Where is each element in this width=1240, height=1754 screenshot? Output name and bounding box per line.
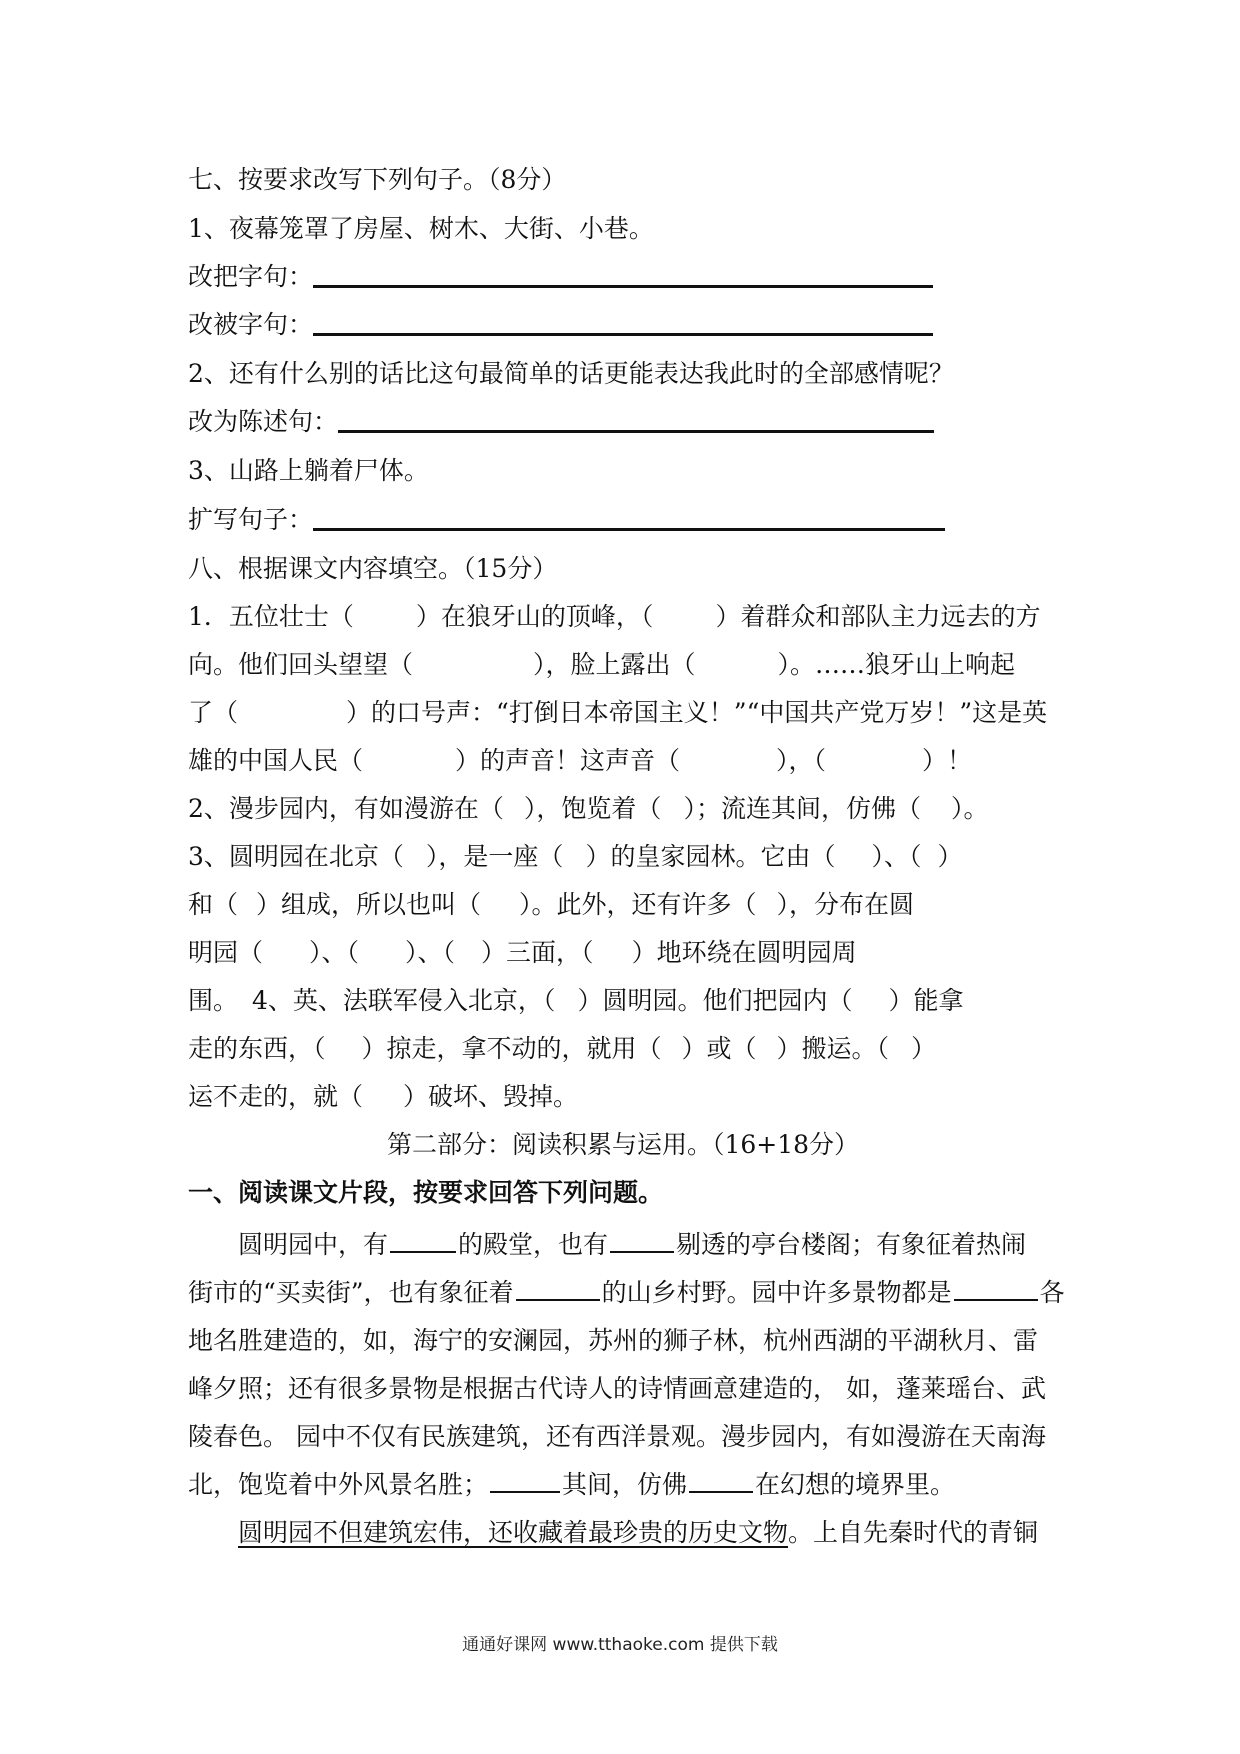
section8-p3-line5 — [188, 1032, 1058, 1066]
section8-p2 — [188, 792, 1058, 826]
text-segment: ）的口号声：“打倒日本帝国主义！”“中国共产党万岁！”这是英 — [346, 698, 1048, 727]
text-segment: ），（ — [776, 746, 827, 775]
bei-label: 改被字句： — [188, 310, 314, 339]
section8-p1-line2 — [188, 648, 1058, 682]
underlined-sentence: 圆明园不但建筑宏伟，还收藏着最珍贵的历史文物 — [238, 1518, 789, 1547]
section8-p3-line3 — [188, 936, 1058, 970]
section8-p1-line1 — [188, 600, 1058, 634]
text-segment: ）的皇家园林。它由（ — [585, 842, 836, 871]
text-segment: ）。此外，还有许多（ — [519, 890, 757, 919]
text-segment: ）。 — [950, 794, 989, 823]
text-segment: ）的声音！这声音（ — [455, 746, 681, 775]
blank-slot[interactable] — [490, 1471, 560, 1493]
section8-p3-line4 — [188, 984, 1058, 1018]
kuoxie-answer-line[interactable] — [313, 512, 945, 531]
text-segment: ）圆明园。他们把园内（ — [577, 986, 853, 1015]
text-segment: 街市的“买卖街”，也有象征着 — [188, 1278, 514, 1307]
text-segment: 了（ — [188, 698, 239, 727]
reading-line2 — [188, 1276, 1065, 1310]
blank-slot[interactable] — [516, 1279, 600, 1301]
text-segment: 各 — [1039, 1278, 1065, 1307]
text-segment: 在幻想的境界里。 — [755, 1470, 956, 1499]
text-segment: ）、（ — [405, 938, 456, 967]
text-segment: 向。他们回头望望（ — [188, 650, 414, 679]
text-segment: ），饱览着（ — [523, 794, 662, 823]
text-segment: ）掠走，拿不动的，就用（ — [361, 1034, 662, 1063]
blank-slot[interactable] — [610, 1231, 674, 1253]
bei-answer-line[interactable] — [313, 317, 933, 336]
section8-p3-line2 — [188, 888, 1058, 922]
section8-p3-line6 — [188, 1080, 1058, 1114]
text-segment: 1．五位壮士（ — [188, 602, 354, 631]
text-segment: ）；流连其间，仿佛（ — [683, 794, 921, 823]
text-segment: ）能拿 — [888, 986, 964, 1015]
reading-line4: 峰夕照；还有很多景物是根据古代诗人的诗情画意建造的， 如，蓬莱瑶台、武 — [188, 1374, 1046, 1403]
chenshu-answer-line[interactable] — [338, 414, 934, 433]
text-segment: ）地环绕在圆明园周 — [631, 938, 857, 967]
text-segment: 3、圆明园在北京（ — [188, 842, 404, 871]
text-segment: ） — [937, 842, 963, 871]
section7-q3: 3、山路上躺着尸体。 — [188, 456, 429, 485]
text-segment: 的殿堂，也有 — [458, 1230, 609, 1259]
text-segment: 雄的中国人民（ — [188, 746, 364, 775]
ba-answer-line[interactable] — [313, 269, 933, 288]
text-segment: 。上自先秦时代的青铜 — [788, 1518, 1039, 1547]
section7-bei-row — [188, 308, 1058, 342]
section7-q2: 2、还有什么别的话比这句最简单的话更能表达我此时的全部感情呢？ — [188, 359, 954, 388]
part2-title: 第二部分：阅读积累与运用。（16+18分） — [386, 1130, 860, 1159]
text-segment: ），脸上露出（ — [533, 650, 696, 679]
text-segment: ）搬运。（ — [776, 1034, 890, 1063]
text-segment: 北，饱览着中外风景名胜； — [188, 1470, 489, 1499]
text-segment: ）、（ — [309, 938, 360, 967]
text-segment: 圆明园中，有 — [238, 1230, 389, 1259]
text-segment: ）破坏、毁掉。 — [403, 1082, 579, 1111]
part2-q1-title: 一、阅读课文片段，按要求回答下列问题。 — [188, 1178, 664, 1207]
text-segment: 围。 — [188, 986, 239, 1015]
text-segment: ），分布在圆 — [776, 890, 915, 919]
section7-q1: 1、夜幕笼罩了房屋、树木、大街、小巷。 — [188, 214, 654, 243]
blank-slot[interactable] — [390, 1231, 456, 1253]
text-segment: 4、英、法联军侵入北京，（ — [252, 986, 556, 1015]
text-segment: 明园（ — [188, 938, 264, 967]
text-segment: 走的东西，（ — [188, 1034, 326, 1063]
text-segment: ）！ — [922, 746, 973, 775]
text-segment: ）着群众和部队主力远去的方 — [715, 602, 1041, 631]
text-segment: ）组成，所以也叫（ — [256, 890, 482, 919]
footer-credit: 通通好课网 www.tthaoke.com 提供下载 — [462, 1635, 778, 1655]
text-segment: 的山乡村野。园中许多景物都是 — [601, 1278, 952, 1307]
text-segment: ） — [911, 1034, 937, 1063]
section8-p1-line3 — [188, 696, 1058, 730]
reading-line7 — [188, 1516, 1058, 1550]
reading-line6 — [188, 1468, 1058, 1502]
text-segment: 其间，仿佛 — [562, 1470, 688, 1499]
text-segment: ）在狼牙山的顶峰，（ — [415, 602, 654, 631]
ba-label: 改把字句： — [188, 262, 314, 291]
blank-slot[interactable] — [689, 1471, 753, 1493]
section7-chenshu-row — [188, 405, 1058, 439]
text-segment: ），是一座（ — [425, 842, 564, 871]
text-segment: 运不走的，就（ — [188, 1082, 364, 1111]
text-segment: 和（ — [188, 890, 239, 919]
text-segment: ）。……狼牙山上响起 — [777, 650, 1016, 679]
reading-line1 — [188, 1228, 1058, 1262]
text-segment: ）、（ — [871, 842, 922, 871]
section8-p3-line1 — [188, 840, 1058, 874]
section7-ba-row — [188, 260, 1058, 294]
section8-p1-line4 — [188, 744, 1058, 778]
reading-line3: 地名胜建造的，如，海宁的安澜园，苏州的狮子林，杭州西湖的平湖秋月、雷 — [188, 1326, 1039, 1355]
blank-slot[interactable] — [954, 1279, 1038, 1301]
kuoxie-label: 扩写句子： — [188, 505, 314, 534]
text-segment: ）三面，（ — [481, 938, 594, 967]
text-segment: ）或（ — [681, 1034, 757, 1063]
section7-kuoxie-row — [188, 503, 1058, 537]
text-segment: 剔透的亭台楼阁；有象征着热闹 — [676, 1230, 1027, 1259]
chenshu-label: 改为陈述句： — [188, 407, 339, 436]
text-segment: 2、漫步园内，有如漫游在（ — [188, 794, 504, 823]
reading-line5: 陵春色。 园中不仅有民族建筑，还有西洋景观。漫步园内，有如漫游在天南海 — [188, 1422, 1046, 1451]
section7-title: 七、按要求改写下列句子。（8分） — [188, 165, 567, 194]
section8-title: 八、根据课文内容填空。（15分） — [188, 554, 558, 583]
